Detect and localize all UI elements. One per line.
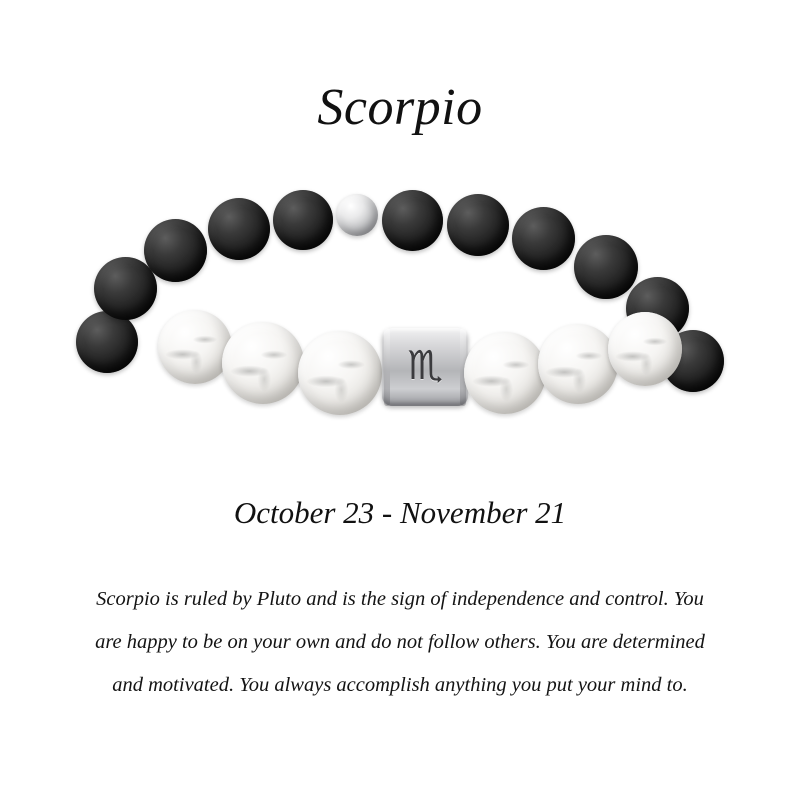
bead-black [144, 219, 207, 282]
charm-left-edge [384, 328, 390, 406]
zodiac-description: Scorpio is ruled by Pluto and is the sign of independence and control. You are happy to be on your own and do not follow others. You are determined and motivated. You always accomplish anything you put your mind to. [95, 588, 705, 696]
bead-black [273, 190, 333, 250]
bead-black [76, 311, 138, 373]
bead-white [464, 332, 546, 414]
bead-white [222, 322, 304, 404]
bracelet-photo [60, 190, 740, 470]
bead-black [574, 235, 638, 299]
bead-white [298, 331, 382, 415]
bead-silver [336, 194, 378, 236]
bead-black [447, 194, 509, 256]
bead-white [538, 324, 618, 404]
zodiac-date-range: October 23 - November 21 [233, 495, 567, 530]
bead-black [512, 207, 575, 270]
scorpio-glyph-icon: ♏ [407, 343, 443, 389]
bead-black [382, 190, 443, 251]
bead-black [208, 198, 270, 260]
zodiac-charm [382, 328, 468, 406]
bead-white [608, 312, 682, 386]
bead-white [158, 310, 232, 384]
page-title: Scorpio [317, 79, 483, 136]
